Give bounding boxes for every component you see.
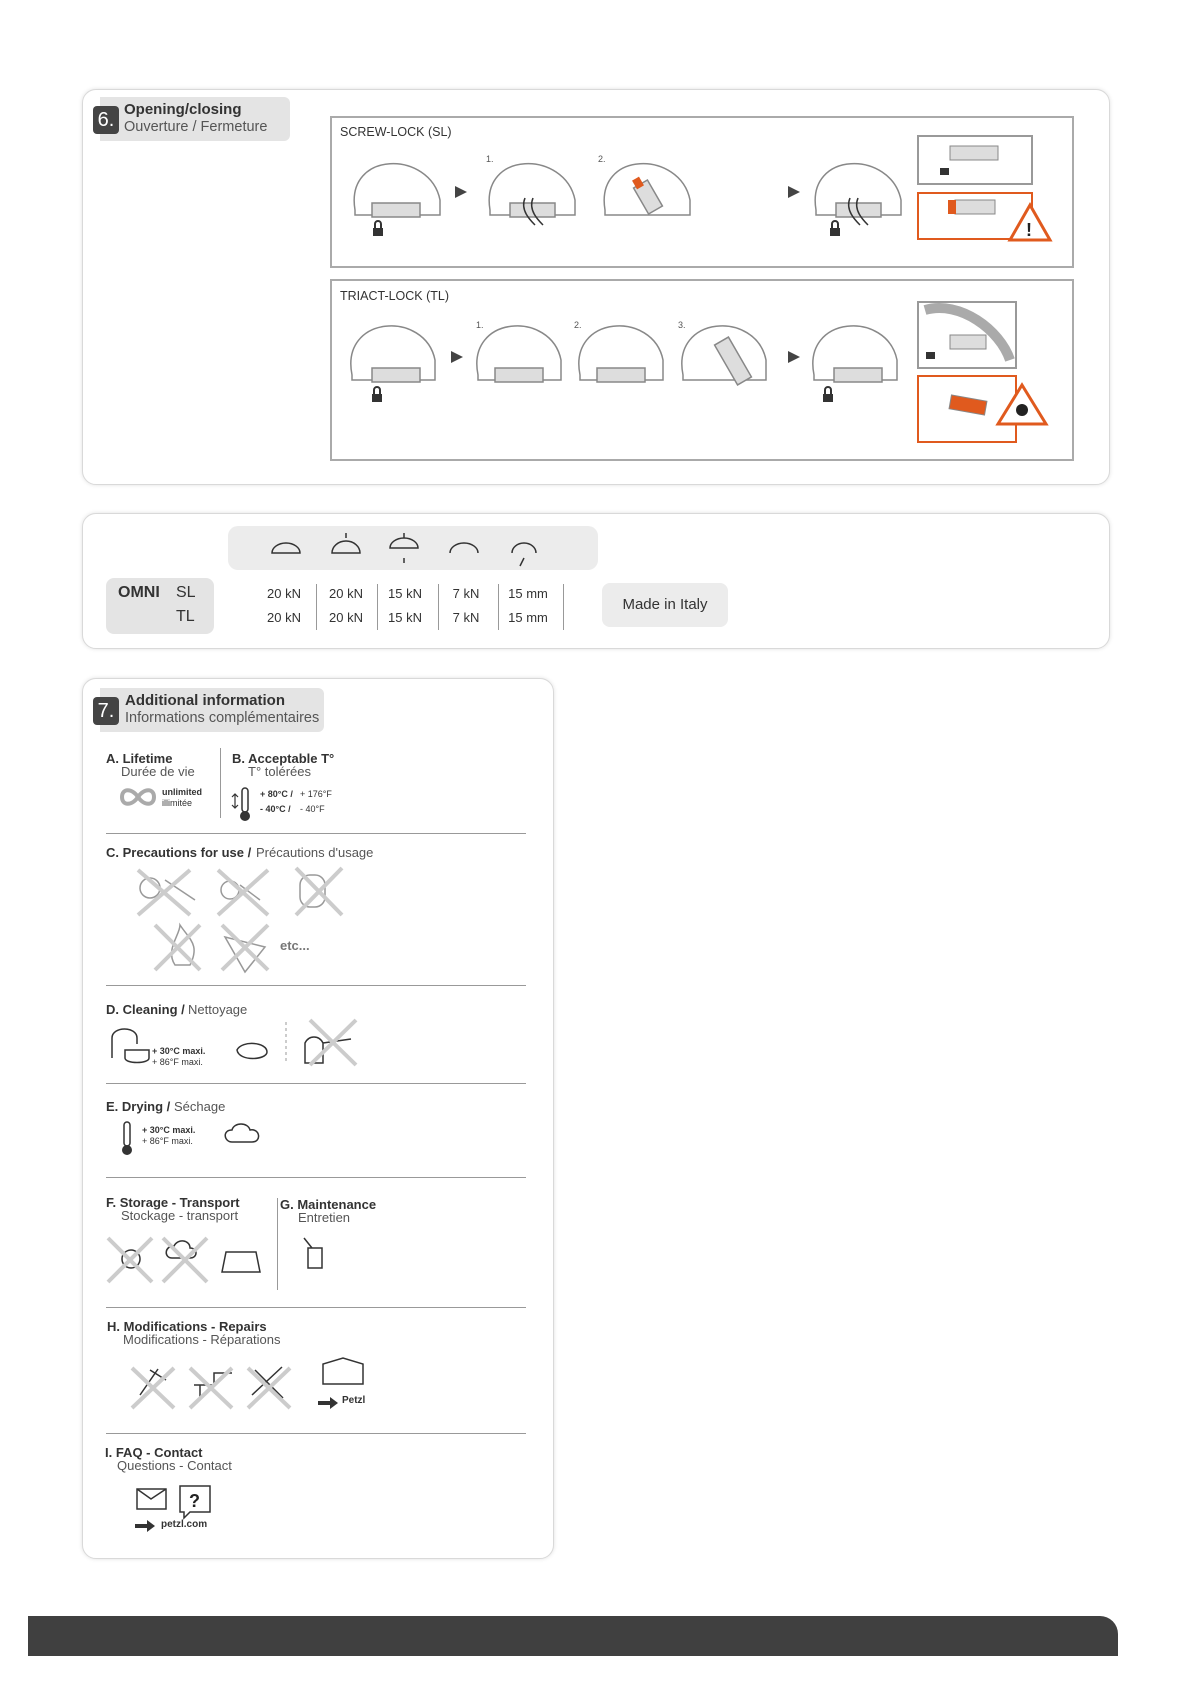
made-in-badge: Made in Italy: [602, 583, 728, 627]
triactlock-label: TRIACT-LOCK (TL): [340, 289, 450, 303]
tl-step-3: 3.: [678, 320, 686, 330]
section-6-number: 6.: [93, 106, 119, 134]
faq-title: I. FAQ - Contact: [105, 1445, 203, 1460]
precautions-title: C. Precautions for use /: [106, 845, 252, 860]
cleaning-temp-f: + 86°F maxi.: [152, 1057, 203, 1067]
precautions-subtitle: Précautions d'usage: [256, 845, 374, 860]
screwlock-label: SCREW-LOCK (SL): [340, 125, 452, 139]
cleaning-temp-c: + 30°C maxi.: [152, 1046, 206, 1056]
lifetime-subtitle: Durée de vie: [121, 764, 195, 779]
drying-temp-c: + 30°C maxi.: [142, 1125, 196, 1135]
model-name: OMNI: [118, 584, 160, 601]
temp-min-c: - 40°C /: [260, 804, 291, 814]
cleaning-title: D. Cleaning /: [106, 1002, 185, 1017]
drying-title: E. Drying /: [106, 1099, 171, 1114]
drying-subtitle: Séchage: [174, 1099, 226, 1114]
tl-major-axis-open: 20 kN: [329, 610, 363, 625]
lifetime-value-fr: illimitée: [162, 798, 193, 808]
lifetime-title: A. Lifetime: [106, 751, 173, 766]
tl-step-2: 2.: [574, 320, 582, 330]
sl-gate-open: 7 kN: [452, 586, 480, 601]
section-6-title: Opening/closing: [124, 101, 242, 118]
maintenance-title: G. Maintenance: [280, 1197, 377, 1212]
faq-subtitle: Questions - Contact: [117, 1458, 232, 1473]
storage-subtitle: Stockage - transport: [121, 1208, 239, 1223]
sl-step-2: 2.: [598, 154, 606, 164]
section-7-number: 7.: [93, 697, 119, 725]
version-sl: SL: [176, 584, 196, 601]
modifications-brand: Petzl: [342, 1395, 366, 1406]
section-7-title: Additional information: [125, 692, 285, 709]
temp-max-c: + 80°C /: [260, 789, 293, 799]
footer-bar: [28, 1616, 1118, 1656]
version-tl: TL: [176, 608, 195, 625]
modifications-title: H. Modifications - Repairs: [107, 1319, 267, 1334]
tl-minor-axis: 15 kN: [388, 610, 422, 625]
storage-title: F. Storage - Transport: [106, 1195, 240, 1210]
temperature-title: B. Acceptable T°: [232, 751, 335, 766]
sl-minor-axis: 15 kN: [388, 586, 422, 601]
tl-step-1: 1.: [476, 320, 484, 330]
modifications-subtitle: Modifications - Réparations: [123, 1332, 281, 1347]
svg-text:!: !: [1026, 220, 1032, 240]
faq-website-link[interactable]: petzl.com: [161, 1519, 208, 1530]
faq-icons: [0, 0, 600, 1550]
section-7-subtitle: Informations complémentaires: [125, 710, 320, 726]
maintenance-subtitle: Entretien: [298, 1210, 351, 1225]
precautions-etc: etc...: [280, 938, 310, 953]
section-6-subtitle: Ouverture / Fermeture: [124, 119, 268, 135]
temp-max-f: + 176°F: [300, 789, 332, 799]
drying-temp-f: + 86°F maxi.: [142, 1136, 193, 1146]
sl-major-axis-open: 20 kN: [329, 586, 363, 601]
arrow-right-icon: [135, 1520, 155, 1532]
cleaning-subtitle: Nettoyage: [188, 1002, 248, 1017]
tl-gate-open: 7 kN: [452, 610, 480, 625]
svg-text:?: ?: [189, 1491, 200, 1511]
sl-step-1: 1.: [486, 154, 494, 164]
sl-gate-opening: 15 mm: [508, 586, 548, 601]
tl-gate-opening: 15 mm: [508, 610, 548, 625]
temperature-subtitle: T° tolérées: [248, 764, 312, 779]
temp-min-f: - 40°F: [300, 804, 325, 814]
sl-major-axis: 20 kN: [267, 586, 301, 601]
tl-major-axis: 20 kN: [267, 610, 301, 625]
lifetime-value: unlimited: [162, 787, 202, 797]
